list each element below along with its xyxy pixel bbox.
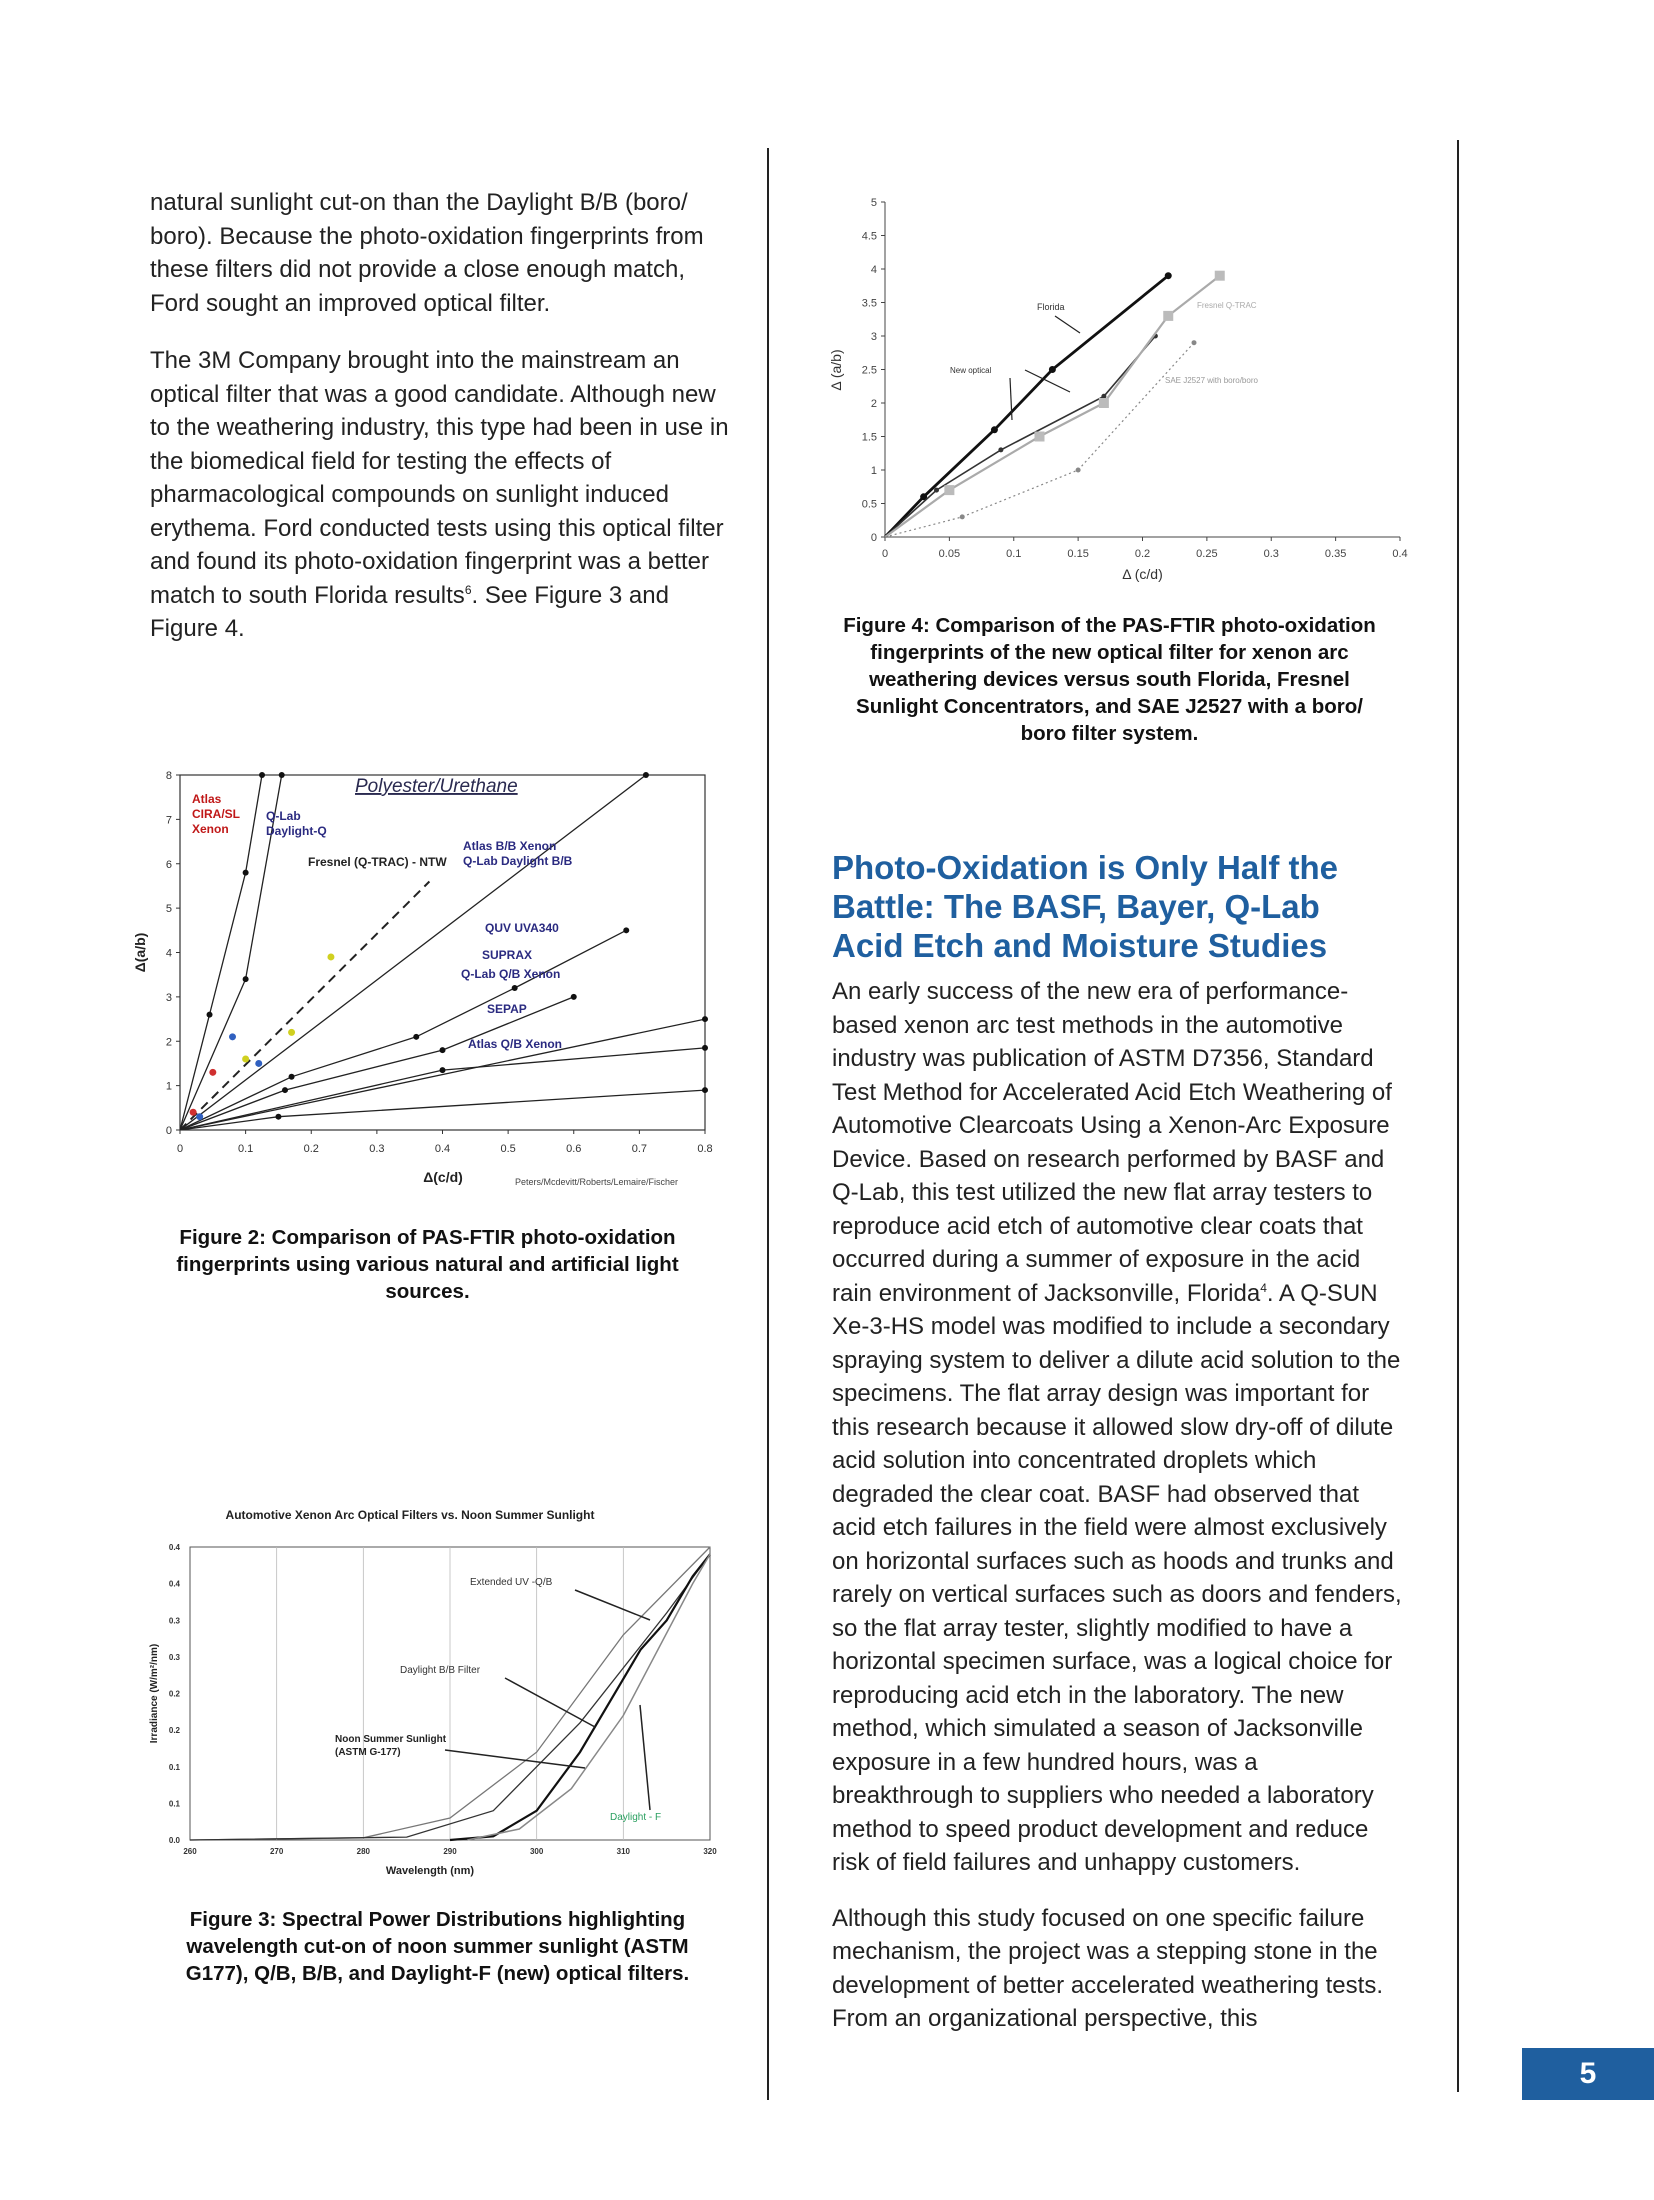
data-point	[702, 1087, 708, 1093]
x-tick-label: 0.2	[303, 1143, 319, 1155]
figure-4-chart	[825, 190, 1415, 600]
figure-2-caption: Figure 2: Comparison of PAS-FTIR photo-oxidation fingerprints using various natural and artificial light sources.	[176, 1226, 679, 1303]
y-tick-label: 0.5	[861, 498, 877, 511]
annotation-arrow	[640, 1705, 650, 1810]
paragraph	[832, 975, 1402, 1880]
y-tick-label: 0.3	[168, 1616, 180, 1626]
footnote-ref: 6	[464, 582, 472, 597]
y-axis-label: Irradiance (W/m²/nm)	[149, 1643, 160, 1744]
series-label: Fresnel (Q-TRAC) - NTW	[308, 855, 447, 869]
x-tick-label: 0.6	[566, 1143, 582, 1155]
y-tick-label: 5	[165, 903, 172, 916]
data-point	[1049, 366, 1056, 373]
series-line	[467, 1554, 710, 1840]
y-tick-label: 5	[870, 197, 877, 209]
data-point	[259, 772, 265, 778]
data-point	[571, 994, 577, 1000]
series-label: Atlas B/B Xenon	[463, 839, 557, 853]
annotation-arrow	[575, 1590, 650, 1620]
x-tick-label: 280	[356, 1847, 371, 1856]
data-point	[991, 426, 998, 433]
series-label: Q-Lab	[266, 809, 301, 823]
paragraph: natural sunlight cut-on than the Daylight B/B (boro/ boro). Because the photo-oxidation fingerprints from these filters did not provide a close enough match, Ford sought an improved optical filter.	[150, 189, 704, 317]
x-tick-label: 0.5	[500, 1143, 516, 1155]
data-point	[1035, 432, 1045, 442]
y-tick-label: 0	[165, 1125, 172, 1137]
left-column-text	[150, 186, 730, 646]
y-tick-label: 8	[165, 770, 172, 782]
data-point	[207, 1012, 213, 1018]
series-label: SEPAP	[487, 1002, 527, 1016]
data-point	[209, 1069, 216, 1076]
section-heading: Photo-Oxidation is Only Half the Battle: The BASF, Bayer, Q-Lab Acid Etch and Moisture Studies	[832, 849, 1339, 964]
series-label: Atlas	[192, 792, 222, 806]
chart-title: Polyester/Urethane	[355, 776, 518, 797]
series-label: Daylight-Q	[266, 824, 327, 838]
x-tick-label: 0.4	[1392, 548, 1408, 560]
data-point	[1076, 468, 1081, 473]
x-tick-label: 0.1	[237, 1143, 254, 1155]
data-point	[944, 485, 954, 495]
data-point	[288, 1029, 295, 1036]
y-tick-label: 1.5	[861, 431, 877, 444]
footnote-ref: 4	[1260, 1280, 1267, 1295]
y-tick-label: 3.5	[861, 297, 877, 310]
y-tick-label: 0.1	[168, 1762, 180, 1772]
annotation-arrow	[505, 1678, 595, 1727]
series-line	[450, 1554, 710, 1840]
series-label: Xenon	[192, 822, 229, 836]
paragraph-text: . A Q-SUN Xe-3-HS model was modified to include a secondary spraying system to deliver a dilute acid solution to the specimens. The flat array design was important for this research because it allowed slow dry-off of dilute acid solution into concentrated droplets which degraded the clear coat. BASF had observed that acid etch failures in the field were almost exclusively on horizontal surfaces such as hoods and trunks and rarely on vertical surfaces such as doors and fenders, so the flat array tester, slightly modified to have a horizontal specimen surface, was a logical choice for reproducing acid etch in the laboratory. The new method, which simulated a season of Jacksonville exposure in a few hundred hours, was a breakthrough to suppliers who needed a laboratory method to speed product development and reduce risk of field failures and unhappy customers.	[832, 1279, 1402, 1876]
x-tick-label: 270	[269, 1847, 284, 1856]
data-point	[282, 1087, 288, 1093]
y-tick-label: 4	[870, 264, 877, 276]
data-point	[196, 1113, 203, 1120]
figure-3-caption: Figure 3: Spectral Power Distributions highlighting wavelength cut-on of noon summer sunlight (ASTM G177), Q/B, B/B, and Daylight-F (new) optical filters.	[185, 1908, 690, 1985]
y-tick-label: 0.1	[168, 1799, 180, 1809]
y-tick-label: 1	[870, 465, 877, 477]
x-tick-label: 0.2	[1134, 548, 1151, 560]
x-tick-label: 0.35	[1324, 548, 1347, 560]
paragraph-text: The 3M Company brought into the mainstream an optical filter that was a good candidate. Although new to the weathering industry, this type had been in use in the biomedical field for testing the effects of pharmacological compounds on sunlight induced erythema. Ford conducted tests using this optical filter and found its photo-oxidation fingerprint was a better match to south Florida results	[150, 347, 729, 609]
y-tick-label: 4.5	[861, 230, 877, 243]
series-label: CIRA/SL	[192, 807, 240, 821]
data-point	[440, 1047, 446, 1053]
x-tick-label: 0.4	[434, 1143, 451, 1155]
annotation-arrow	[1055, 316, 1080, 333]
paragraph-text: An early success of the new era of performance-based xenon arc test methods in the automotive industry was publication of ASTM D7356, Standard Test Method for Accelerated Acid Etch Weathering of Automotive Clearcoats Using a Xenon-Arc Exposure Device. Based on research performed by BASF and Q-Lab, this test utilized the new flat array testers to reproduce acid etch of automotive clear coats that occurred during a summer of exposure in the acid rain environment of Jacksonville, Florida	[832, 978, 1392, 1307]
y-tick-label: 1	[165, 1080, 172, 1093]
x-tick-label: 0.05	[938, 548, 961, 560]
y-tick-label: 0	[870, 532, 877, 544]
y-tick-label: 2	[870, 398, 877, 410]
y-axis-label: Δ (a/b)	[828, 349, 844, 391]
y-tick-label: 3	[165, 991, 172, 1004]
column-divider	[1457, 140, 1459, 2092]
data-point	[190, 1109, 197, 1116]
annotation-label: Daylight - F	[610, 1812, 662, 1823]
x-tick-label: 0.1	[1006, 548, 1022, 560]
series-line	[180, 882, 429, 1131]
data-point	[623, 927, 629, 933]
x-tick-label: 0	[881, 548, 889, 560]
data-point	[413, 1034, 419, 1040]
chart-title: Automotive Xenon Arc Optical Filters vs. Noon Summer Sunlight	[225, 1508, 595, 1522]
series-line	[180, 1090, 705, 1130]
annotation-label: Daylight B/B Filter	[400, 1665, 481, 1676]
series-label: Q-Lab Daylight B/B	[463, 854, 573, 868]
annotation-label: New optical	[950, 366, 992, 375]
y-tick-label: 6	[165, 858, 172, 871]
data-point	[1163, 311, 1173, 321]
x-tick-label: 0.25	[1196, 548, 1218, 560]
x-axis-label: Δ(c/d)	[423, 1169, 463, 1185]
y-tick-label: 0.3	[168, 1652, 180, 1662]
plot-frame	[180, 775, 705, 1130]
y-tick-label: 4	[165, 947, 172, 960]
x-tick-label: 0	[176, 1143, 184, 1155]
x-tick-label: 0.3	[369, 1143, 385, 1155]
series-label: Q-Lab Q/B Xenon	[461, 967, 561, 981]
data-point	[255, 1060, 262, 1067]
annotation-label: (ASTM G-177)	[335, 1747, 401, 1758]
chart-credit: Peters/Mcdevitt/Roberts/Lemaire/Fischer	[515, 1177, 679, 1187]
figure-2-chart	[125, 765, 735, 1205]
annotation-label: Fresnel Q-TRAC	[1197, 301, 1257, 310]
x-tick-label: 0.15	[1067, 548, 1089, 560]
y-tick-label: 0.0	[168, 1836, 180, 1845]
data-point	[440, 1067, 446, 1073]
x-tick-label: 260	[183, 1847, 197, 1856]
data-point	[512, 985, 518, 991]
data-point	[1165, 272, 1172, 279]
annotation-arrow	[445, 1750, 585, 1768]
series-label: QUV UVA340	[485, 921, 559, 935]
paragraph-tail: . See Figure 3 and Figure 4.	[150, 581, 669, 642]
series-line	[180, 1019, 705, 1130]
data-point	[702, 1016, 708, 1022]
series-label: Atlas Q/B Xenon	[468, 1037, 563, 1051]
data-point	[327, 953, 334, 960]
data-point	[643, 772, 649, 778]
y-tick-label: 2.5	[861, 364, 877, 377]
annotation-label: Florida	[1037, 302, 1065, 312]
y-tick-label: 0.2	[168, 1689, 180, 1699]
x-axis-label: Δ (c/d)	[1122, 566, 1163, 582]
data-point	[243, 870, 249, 876]
y-tick-label: 0.4	[168, 1543, 180, 1552]
data-point	[229, 1033, 236, 1040]
figure-4-caption: Figure 4: Comparison of the PAS-FTIR photo-oxidation fingerprints of the new optical filter for xenon arc weathering devices versus south Florida, Fresnel Sunlight Concentrators, and SAE J2527 with a boro/ boro filter system.	[843, 614, 1376, 745]
x-tick-label: 290	[443, 1847, 457, 1856]
data-point	[279, 772, 285, 778]
data-point	[934, 488, 939, 493]
annotation-label: SAE J2527 with boro/boro	[1165, 376, 1258, 385]
figure-3-chart	[145, 1505, 735, 1880]
annotation-label: Extended UV -Q/B	[470, 1577, 553, 1588]
y-tick-label: 7	[165, 814, 172, 827]
paragraph	[150, 344, 730, 646]
right-column-text	[832, 975, 1402, 2036]
y-axis-label: Δ(a/b)	[132, 932, 148, 973]
x-tick-label: 300	[529, 1847, 544, 1856]
data-point	[1099, 398, 1109, 408]
data-point	[289, 1074, 295, 1080]
x-tick-label: 0.8	[697, 1143, 713, 1155]
x-tick-label: 320	[703, 1847, 717, 1856]
x-tick-label: 310	[616, 1847, 631, 1856]
data-point	[702, 1045, 708, 1051]
column-divider	[767, 148, 769, 2100]
data-point	[243, 976, 249, 982]
data-point	[275, 1114, 281, 1120]
data-point	[960, 514, 965, 519]
y-tick-label: 0.4	[168, 1579, 180, 1589]
data-point	[1192, 340, 1197, 345]
series-label: SUPRAX	[482, 948, 533, 962]
y-tick-label: 2	[165, 1036, 172, 1049]
data-point	[242, 1056, 249, 1063]
y-tick-label: 3	[870, 331, 877, 343]
page-number: 5	[1522, 2048, 1654, 2100]
annotation-label: Noon Summer Sunlight	[335, 1734, 447, 1745]
x-tick-label: 0.3	[1263, 548, 1279, 560]
paragraph: Although this study focused on one specific failure mechanism, the project was a stepping stone in the development of better accelerated weathering tests. From an organizational perspective, this	[832, 1904, 1383, 2032]
y-tick-label: 0.2	[168, 1726, 180, 1736]
data-point	[1215, 271, 1225, 281]
x-tick-label: 0.7	[631, 1143, 648, 1155]
x-axis-label: Wavelength (nm)	[385, 1865, 475, 1877]
data-point	[998, 447, 1003, 452]
